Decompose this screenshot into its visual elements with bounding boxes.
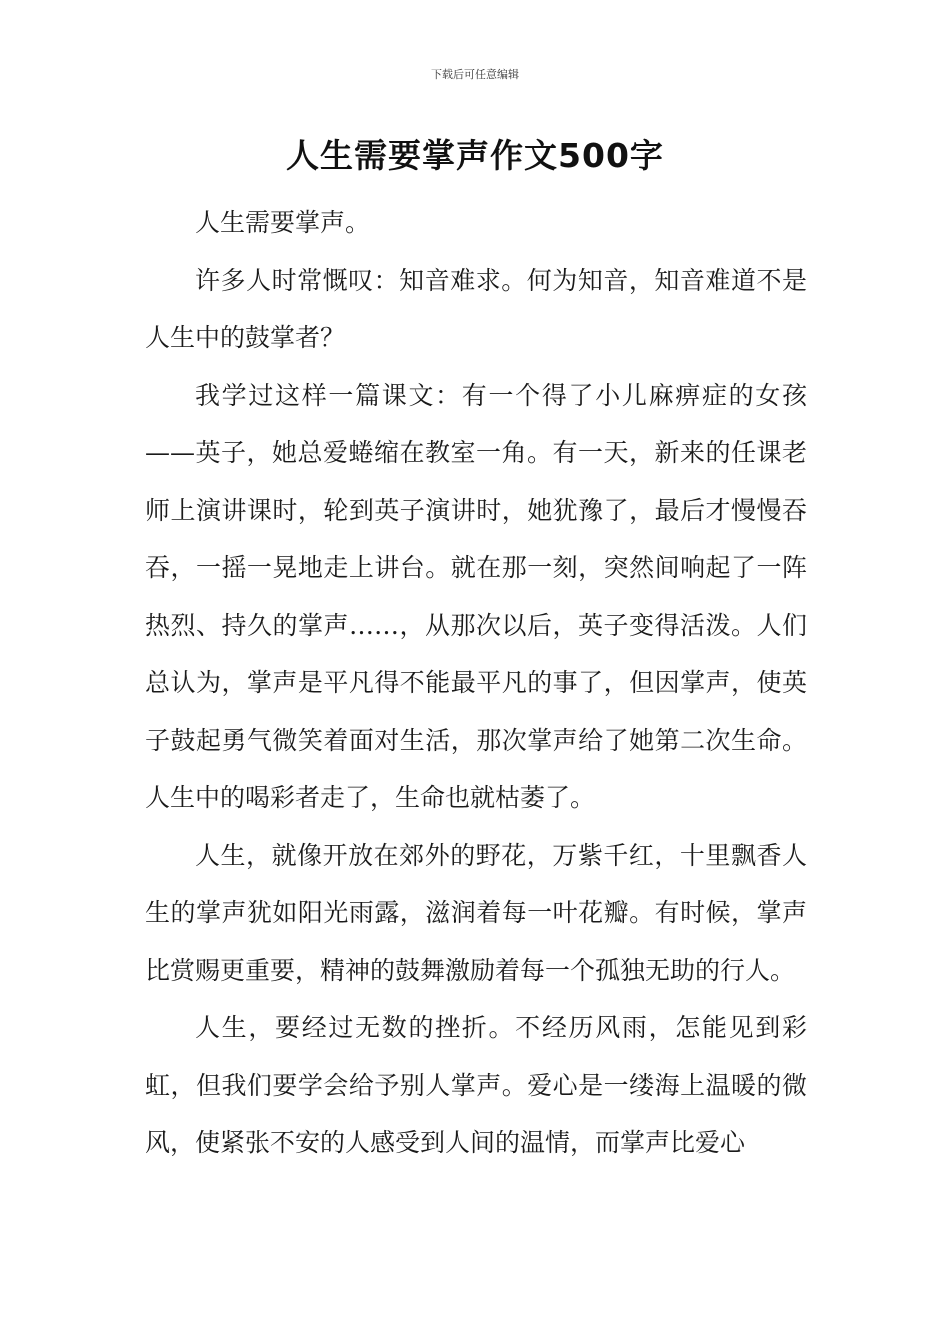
paragraph: 我学过这样一篇课文：有一个得了小儿麻痹症的女孩——英子，她总爱蜷缩在教室一角。有一天，新来的任课老师上演讲课时，轮到英子演讲时，她犹豫了，最后才慢慢吞吞，一摇一晃地走上讲台。就在那一刻，突然间响起了一阵热烈、持久的掌声……，从那次以后，英子变得活泼。人们总认为，掌声是平凡得不能最平凡的事了，但因掌声，使英子鼓起勇气微笑着面对生活，那次掌声给了她第二次生命。人生中的喝彩者走了，生命也就枯萎了。 (145, 380, 807, 812)
document-title: 人生需要掌声作文500字 (286, 136, 664, 175)
paragraph: 许多人时常慨叹：知音难求。何为知音，知音难道不是人生中的鼓掌者？ (145, 265, 807, 352)
paragraph: 人生，就像开放在郊外的野花，万紫千红，十里飘香人生的掌声犹如阳光雨露，滋润着每一叶花瓣。有时候，掌声比赏赐更重要，精神的鼓舞激励着每一个孤独无助的行人。 (145, 840, 807, 985)
document-body (145, 194, 807, 1172)
paragraph: 人生需要掌声。 (195, 208, 371, 237)
paragraph: 人生，要经过无数的挫折。不经历风雨，怎能见到彩虹，但我们要学会给予别人掌声。爱心是一缕海上温暖的微风，使紧张不安的人感受到人间的温情，而掌声比爱心 (145, 1013, 807, 1157)
header-note: 下载后可任意编辑 (431, 68, 519, 81)
